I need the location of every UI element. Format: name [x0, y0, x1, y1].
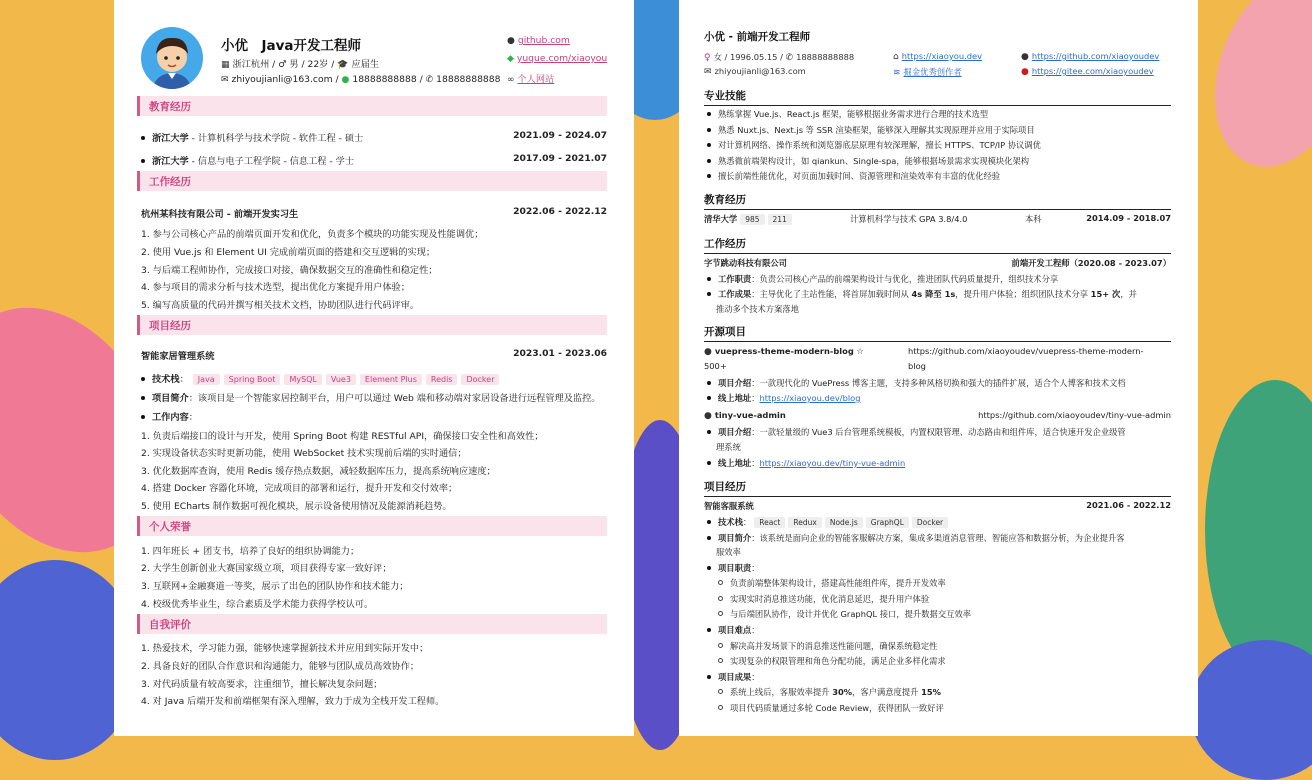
section-projects: 项目经历: [137, 315, 607, 335]
list-item: 实现实时消息推送功能，优化消息延迟，提升用户体验: [704, 593, 1171, 605]
phone-text: 18888888888: [436, 74, 501, 85]
os-project-stars-row: 500+ blog: [704, 361, 926, 371]
wechat-icon: ●: [341, 75, 350, 85]
section-work: 工作经历: [704, 236, 1171, 254]
list-item: 2. 使用 Vue.js 和 Element UI 完成前端页面的搭建和交互逻辑的实现；: [141, 247, 436, 258]
juejin-link-row: [893, 66, 962, 78]
work-result-cont: 推动多个技术方案落地: [716, 304, 799, 314]
github-link-row: [507, 35, 570, 46]
os-project-header: ● tiny-vue-admin https://github.com/xiaoyoudev/tiny-vue-admin: [704, 410, 1171, 421]
os-intro: 项目介绍：一款现代化的 VuePress 博客主题，支持多种风格切换和强大的插件扩展，适合个人博客和技术文档: [704, 377, 1171, 389]
list-item: 2. 大学生创新创业大赛国家级立项，项目获得专家一致好评；: [141, 563, 392, 574]
os-link-row: 线上地址：https://xiaoyou.dev/tiny-vue-admin: [704, 457, 1171, 469]
github-link-row: [1021, 51, 1159, 62]
list-item: 2. 具备良好的团队合作意识和沟通能力，能够与团队成员高效协作；: [141, 661, 420, 672]
work-content-label: 工作内容：: [141, 409, 607, 423]
bg-leaf-shape: [1190, 0, 1312, 186]
list-item: 擅长前端性能优化，对页面加载时间、资源管理和渲染效率有丰富的优化经验: [704, 170, 1171, 182]
list-item: 熟悉微前端架构设计，如 qiankun、Single-spa，能够根据场景需求实现模块化架构: [704, 155, 1171, 167]
list-item: 5. 使用 ECharts 制作数据可视化模块，展示设备使用情况及能源消耗趋势。: [141, 501, 452, 512]
email-text: zhiyoujianli@163.com: [231, 74, 333, 85]
list-item: 3. 互联网+金融赛道一等奖，展示了出色的团队协作和技术能力；: [141, 581, 409, 592]
github-icon: ●: [704, 411, 712, 421]
edu-row: 浙江大学 - 信息与电子工程学院 - 信息工程 - 学士 2017.09 - 2021.07: [141, 153, 607, 167]
bg-blob-shape: [1205, 380, 1312, 680]
work-result: 工作成果：主导优化了主站性能，将首屏加载时间从 4s 降至 1s，提升用户体验；组织团队技术分享 15+ 次，并: [704, 288, 1171, 300]
list-item: 3. 与后端工程师协作，完成接口对接，确保数据交互的准确性和稳定性；: [141, 265, 438, 276]
star-icon[interactable]: ☆: [856, 346, 864, 356]
list-item: 1. 负责后端接口的设计与开发，使用 Spring Boot 构建 RESTful API，确保接口安全性和高效性；: [141, 431, 544, 442]
email-line: ✉ zhiyoujianli@163.com: [704, 66, 806, 77]
gitee-link[interactable]: https://gitee.com/xiaoyoudev: [1031, 66, 1154, 76]
yuque-link[interactable]: yuque.com/xiaoyou: [516, 53, 608, 64]
building-icon: ▦: [221, 60, 230, 70]
list-item: 负责前端整体架构设计，搭建高性能组件库，提升开发效率: [704, 577, 1171, 589]
mail-icon: ✉: [704, 67, 712, 77]
section-education: 教育经历: [137, 96, 607, 116]
list-item: 3. 优化数据库查询，使用 Redis 缓存热点数据，减轻数据库压力，提高系统响应速度；: [141, 466, 496, 477]
os-project-header: ● vuepress-theme-modern-blog ☆ https://github.com/xiaoyoudev/vuepress-theme-modern-: [704, 346, 1144, 357]
section-honors: 个人荣誉: [137, 516, 607, 536]
work-header: 字节跳动科技有限公司 前端开发工程师（2020.08 - 2023.07）: [704, 258, 1171, 268]
list-item: 1. 四年班长 + 团支书，培养了良好的组织协调能力；: [141, 546, 360, 557]
graduation-cap-icon: 🎓: [337, 60, 349, 70]
project-intro: 项目简介：该项目是一个智能家居控制平台，用户可以通过 Web 端和移动端对家居设备进行远程管理及监控。: [141, 390, 607, 404]
github-link[interactable]: github.com: [517, 35, 570, 46]
list-item: 4. 搭建 Docker 容器化环境，完成项目的部署和运行，提升开发和交付效率；: [141, 483, 458, 494]
personal-site-link[interactable]: 个人网站: [517, 74, 555, 85]
mail-icon: ✉: [221, 75, 229, 85]
phone-icon: ✆: [425, 75, 434, 85]
tech-stack-row: 技术栈： Java Spring Boot MySQL Vue3 Element Plus Redis Docker: [141, 371, 607, 385]
resume-page-frontend: [679, 0, 1198, 736]
os-link-row: 线上地址：https://xiaoyou.dev/blog: [704, 392, 1171, 404]
list-item: 1. 参与公司核心产品的前端页面开发和优化，负责多个模块的功能实现及性能调优；: [141, 229, 484, 240]
yuque-link-row: [507, 53, 607, 64]
home-icon: ⌂: [893, 52, 899, 62]
project-intro: 项目简介：该系统是面向企业的智能客服解决方案，集成多渠道消息管理、智能应答和数据分析，为企业提升客: [704, 532, 1171, 544]
contact-line: ✉ zhiyoujianli@163.com / ● 18888888888 / ✆ 18888888888: [221, 74, 501, 85]
section-self-eval: 自我评价: [137, 614, 607, 634]
resume-name-title: 小优 Java开发工程师: [221, 38, 362, 54]
project-header: 智能家居管理系统 2023.01 - 2023.06: [141, 348, 607, 362]
work-header: 杭州某科技有限公司 - 前端开发实习生 2022.06 - 2022.12: [141, 206, 607, 220]
gitee-link-row: [1021, 66, 1154, 77]
list-item: 实现复杂的权限管理和角色分配功能，满足企业多样化需求: [704, 655, 1171, 667]
list-item: 1. 热爱技术，学习能力强，能够快速掌握新技术并应用到实际开发中；: [141, 643, 429, 654]
wechat-text: 18888888888: [352, 74, 417, 85]
section-education: 教育经历: [704, 192, 1171, 210]
list-item: 4. 对 Java 后端开发和前端框架有深入理解，致力于成为全栈开发工程师。: [141, 696, 445, 707]
os-intro-cont: 理系统: [716, 442, 741, 452]
os-link[interactable]: https://xiaoyou.dev/tiny-vue-admin: [759, 458, 906, 468]
github-icon: ●: [507, 36, 515, 46]
phone-icon: ✆: [785, 53, 794, 63]
list-item: 熟悉 Nuxt.js、Next.js 等 SSR 渲染框架，能够深入理解其实现原理并应用于实际项目: [704, 124, 1171, 136]
list-item: 与后端团队协作，设计并优化 GraphQL 接口，提升数据交互效率: [704, 608, 1171, 620]
list-item: 熟练掌握 Vue.js、React.js 框架，能够根据业务需求进行合理的技术选型: [704, 108, 1171, 120]
juejin-link[interactable]: 掘金优秀创作者: [903, 67, 962, 77]
female-icon: ♀: [704, 53, 711, 63]
basic-info-line: ▦ 浙江杭州 / ♂ 男 / 22岁 / 🎓 应届生: [221, 59, 380, 70]
project-hard-label: 项目难点：: [704, 624, 1171, 636]
yuque-icon: ◆: [507, 54, 514, 64]
os-link[interactable]: https://xiaoyou.dev/blog: [759, 393, 861, 403]
github-link[interactable]: https://github.com/xiaoyoudev: [1031, 51, 1160, 61]
list-item: 4. 参与项目的需求分析与技术选型，提出优化方案提升用户体验；: [141, 282, 410, 293]
list-item: 2. 实现设备状态实时更新功能，使用 WebSocket 技术实现前后端的实时通信；: [141, 448, 467, 459]
site-link-row: [507, 71, 554, 85]
project-header: 智能客服系统 2021.06 - 2022.12: [704, 500, 1171, 511]
site-link-row: [893, 51, 982, 62]
project-intro-cont: 服效率: [716, 547, 741, 557]
gitee-icon: ●: [1021, 67, 1029, 77]
github-icon: ●: [1021, 52, 1029, 62]
list-item: 解决高并发场景下的消息推送性能问题，确保系统稳定性: [704, 640, 1171, 652]
resume-page-java: [114, 0, 634, 736]
list-item: 对计算机网络、操作系统和浏览器底层原理有较深理解，擅长 HTTPS、TCP/IP 协议调优: [704, 139, 1171, 151]
list-item: 3. 对代码质量有较高要求，注重细节，擅长解决复杂问题；: [141, 679, 383, 690]
avatar: [141, 27, 203, 89]
section-open-source: 开源项目: [704, 324, 1171, 342]
edu-row: 清华大学 985 211 计算机科学与技术 GPA 3.8/4.0 本科 2014.09 - 2018.07: [704, 213, 1171, 224]
tech-stack-row: 技术栈： React Redux Node.js GraphQL Docker: [704, 516, 1171, 528]
list-item: 项目代码质量通过多轮 Code Review，获得团队一致好评: [704, 702, 1171, 714]
list-item: 5. 编写高质量的代码并撰写相关技术文档，协助团队进行代码评审。: [141, 300, 420, 311]
section-projects: 项目经历: [704, 479, 1171, 497]
project-duty-label: 项目职责：: [704, 562, 1171, 574]
github-icon: ●: [704, 347, 712, 357]
work-duty: 工作职责：负责公司核心产品的前端架构设计与优化，推进团队代码质量提升，组织技术分享: [704, 273, 1171, 285]
list-item: 系统上线后，客服效率提升 30%，客户满意度提升 15%: [704, 686, 1171, 698]
bg-blob-shape: [1190, 640, 1312, 780]
project-result-label: 项目成果：: [704, 671, 1171, 683]
edu-row: 浙江大学 - 计算机科学与技术学院 - 软件工程 - 硕士 2021.09 - 2024.07: [141, 130, 607, 144]
section-skills: 专业技能: [704, 88, 1171, 106]
juejin-icon: ≋: [893, 68, 901, 78]
resume-name-title: 小优 - 前端开发工程师: [704, 31, 811, 43]
link-icon: ∞: [507, 75, 515, 85]
section-work: 工作经历: [137, 171, 607, 191]
basic-info-line: ♀ 女 / 1996.05.15 / ✆ 18888888888: [704, 52, 855, 63]
list-item: 4. 校级优秀毕业生，综合素质及学术能力获得学校认可。: [141, 599, 374, 610]
personal-site-link[interactable]: https://xiaoyou.dev: [901, 51, 982, 61]
os-intro: 项目介绍：一款轻量级的 Vue3 后台管理系统模板，内置权限管理、动态路由和组件库，适合快速开发企业级管: [704, 426, 1171, 438]
